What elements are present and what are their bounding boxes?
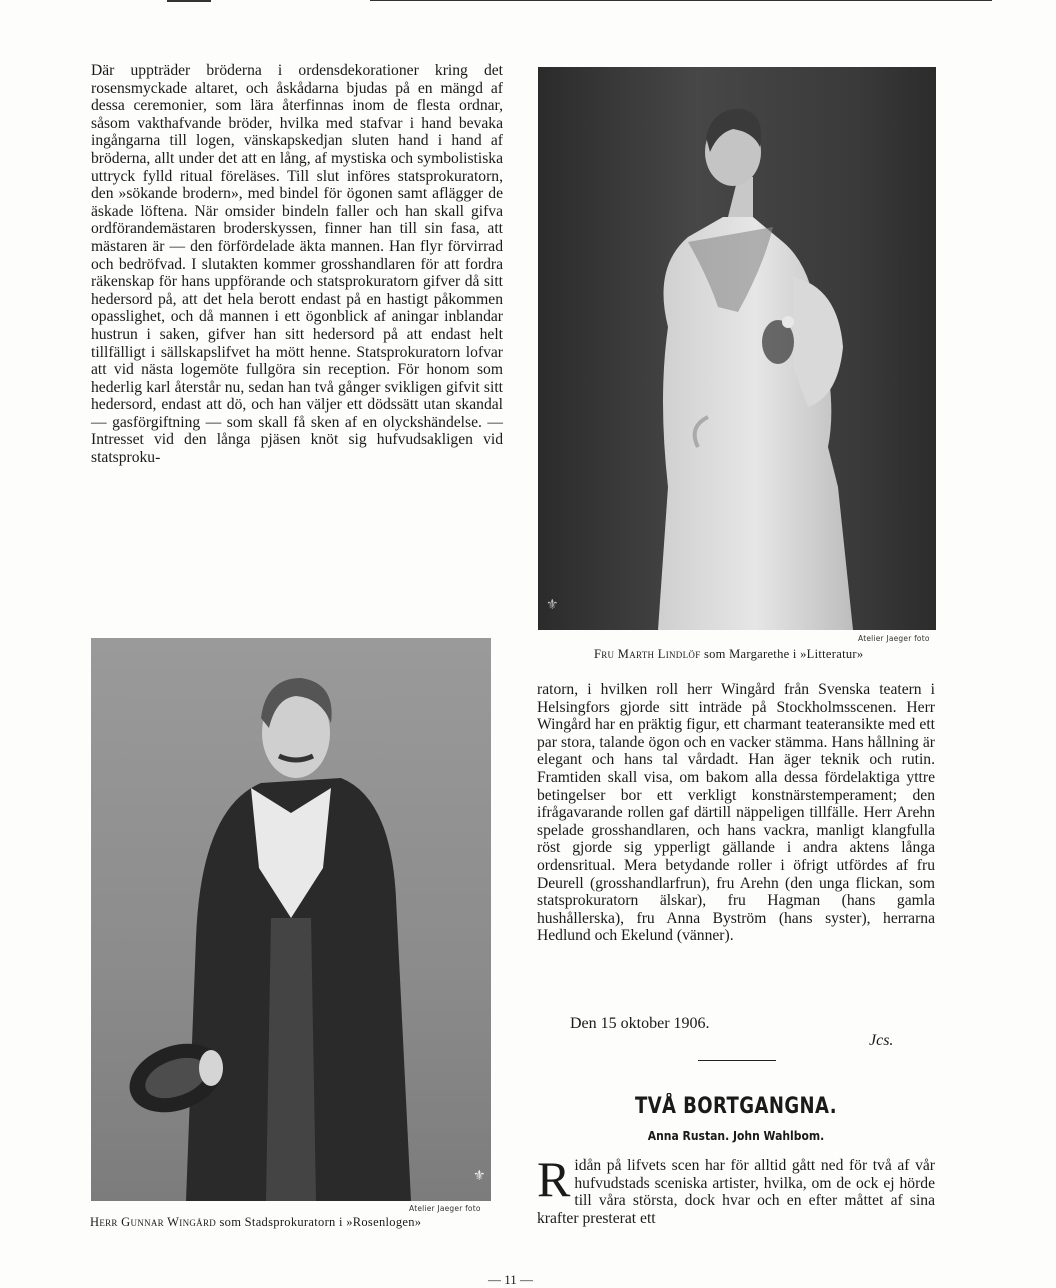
fleur-de-lis-icon: ⚜ [473, 1169, 486, 1184]
portrait-man-illustration [91, 638, 491, 1201]
page-number: — 11 — [488, 1272, 534, 1287]
caption-right-rest: som Margarethe i »Litteratur» [700, 647, 864, 661]
top-rule-right [370, 0, 992, 1]
obituary-body [537, 1151, 935, 1227]
article-column-left: Där uppträder bröderna i ordensdekorationer kring det rosensmyckade altaret, och åskådarna bjudas på en mängd af dessa ceremonier, som lära återfinnas inom de flesta ordnar, såsom vakthafvande bröder, hvilka med stafvar i hand bevaka ingångarna till logen, vänskapskedjan sluten hand i hand af bröderna, allt under det att en lång, af mystiska och symbolistiska uttryck fylld ritual föreläses. Till slut införes statsprokuratorn, den »sökande brodern», med bindel för ögonen samt aflägger de äskade löftena. När omsider bindeln faller och han skall gifva ordförandemästaren broderskyssen, finner han till sin fasa, att mästaren är — den förfördelade äkta mannen. Han flyr förvirrad och bedröfvad. I slutakten kommer grosshandlaren för att fordra räkenskap för hans uppförande och statsprokuratorn gifver då sitt hedersord på, att det hela berott endast på en hastigt påkommen opasslighet, och då mannen i ett ögonblick af aningar inblandar hustrun i saken, gifver han sitt hedersord på att endast helt tillfälligt i sällskapslifvet ha mött henne. Statsprokuratorn lofvar att vid nästa logemöte fullgöra sin reception. För honom som hederlig karl återstår nu, sedan han två gånger svikligen gifvit sitt hedersord, endast att dö, och han väljer ett dödssätt utan skandal — gasförgiftning — som skall få sken af en olyckshändelse. — Intresset vid den långa pjäsen knöt sig hufvudsakligen vid statsproku- [91, 62, 503, 467]
photo-herr-gunnar-wingard [91, 638, 491, 1201]
dateline: Den 15 oktober 1906. [570, 1015, 710, 1032]
photo-fru-marth-lindlof [538, 67, 936, 630]
portrait-woman-illustration [538, 67, 936, 630]
photo-left-caption [90, 1215, 421, 1230]
signature: Jcs. [869, 1032, 894, 1049]
article-column-right: ratorn, i hvilken roll herr Wingård från Svenska teatern i Helsingfors gjorde sitt inträde på Stockholmsscenen. Herr Wingård har en präktig figur, ett charmant teateransikte med ett par stora, talande ögon och en vacker stämma. Hans hållning är elegant och hans tal vårdadt. Han äger teknik och rutin. Framtiden skall visa, om bakom alla dessa fördelaktiga yttre betingelser bor ett verkligt konstnärstemperament; den ifrågavarande rollen gaf därtill näppeligen tillfälle. Herr Arehn spelade grosshandlaren, och hans vackra, manligt klangfulla röst gjorde sig ypperligt gällande i andra aktens långa ordensritual. Mera betydande roller i öfrigt utfördes af fru Deurell (grosshandlarfrun), fru Arehn (den unga flickan, som statsprokuratorn älskar), fru Hagman (hans gamla hushållerska), fru Anna Byström (hans syster), herrarna Hedlund och Ekelund (vänner). [537, 681, 935, 945]
dropcap: R [537, 1151, 571, 1207]
caption-left-rest: som Stadsprokuratorn i »Rosenlogen» [216, 1215, 422, 1229]
photo-right-caption [594, 647, 863, 662]
caption-left-name: Herr Gunnar Wingård [90, 1215, 217, 1229]
caption-right-name: Fru Marth Lindlöf [594, 647, 701, 661]
section-divider [698, 1060, 776, 1061]
fleur-de-lis-icon: ⚜ [546, 598, 559, 613]
obituary-text: idån på lifvets scen har för alltid gått ned för två af vår hufvudstads sceniska artister, hvilka, om de ock ej hörde till våra största, dock hvar och en efter måttet af sina krafter presterat ett [537, 1157, 935, 1227]
photo-right-credit: Atelier Jaeger foto [858, 634, 930, 643]
top-rule-left [167, 0, 211, 2]
photo-left-credit: Atelier Jaeger foto [409, 1204, 481, 1213]
obituary-title: TVÅ BORTGANGNA. [634, 1094, 838, 1119]
obituary-names: Anna Rustan. John Wahlbom. [647, 1129, 825, 1143]
